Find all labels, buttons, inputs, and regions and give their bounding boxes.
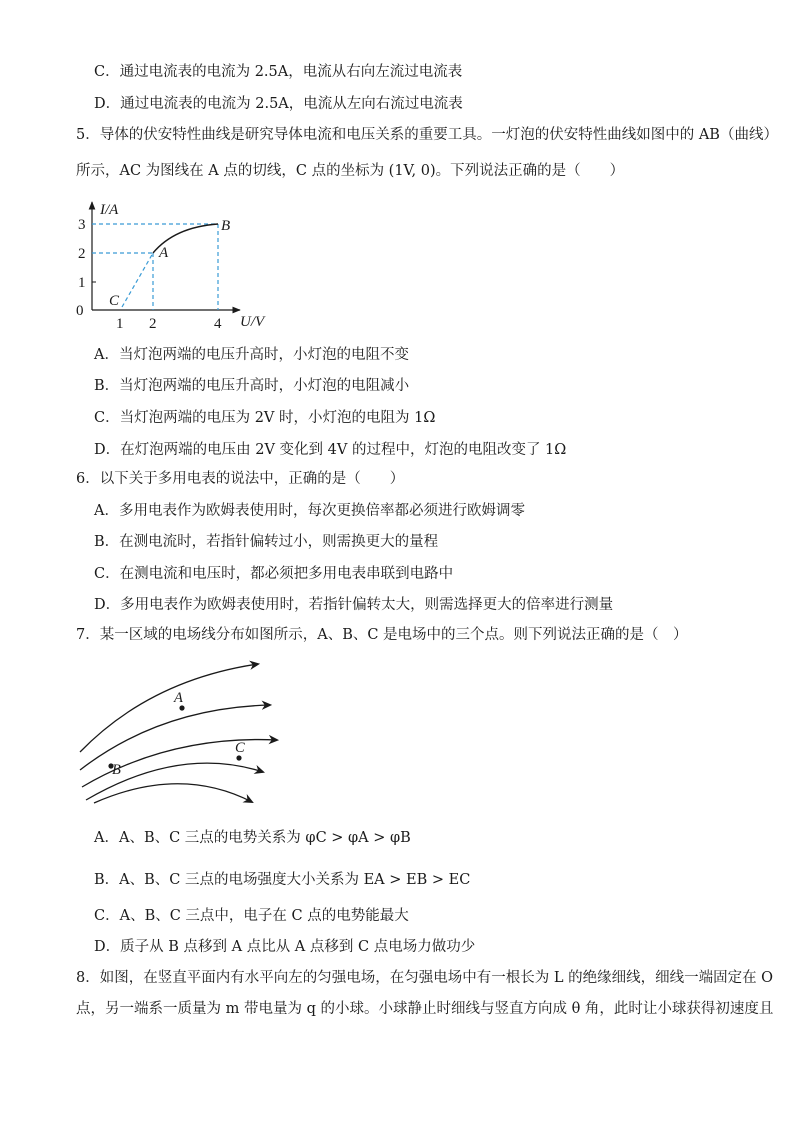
field-line-5: [94, 784, 252, 803]
origin-label: 0: [76, 303, 84, 319]
y-tick-1: 1: [78, 275, 86, 291]
y-tick-3: 3: [78, 217, 86, 233]
field-point-a-label: A: [174, 690, 183, 706]
q4-option-c: C．通过电流表的电流为 2.5A，电流从右向左流过电流表: [94, 64, 463, 80]
q5-stem-line2: 所示，AC 为图线在 A 点的切线，C 点的坐标为 (1V, 0)。下列说法正确的是（ ）: [76, 163, 625, 179]
q5-stem-line1: 5．导体的伏安特性曲线是研究导体电流和电压关系的重要工具。一灯泡的伏安特性曲线如图中的 AB（曲线）: [76, 127, 778, 143]
q8-stem-line2: 点，另一端系一质量为 m 带电量为 q 的小球。小球静止时细线与竖直方向成 θ 角，此时让小球获得初速度且: [76, 1001, 774, 1017]
point-b-label: B: [221, 218, 231, 234]
x-tick-1: 1: [116, 316, 124, 332]
q6-stem: 6．以下关于多用电表的说法中，正确的是（ ）: [76, 471, 405, 487]
field-point-c-label: C: [235, 740, 245, 756]
q8-stem-line1: 8．如图，在竖直平面内有水平向左的匀强电场，在匀强电场中有一根长为 L 的绝缘细线，细线一端固定在 O: [76, 970, 774, 986]
y-axis-label: I/A: [100, 202, 119, 218]
x-tick-4: 4: [214, 316, 222, 332]
q6-option-c: C．在测电流和电压时，都必须把多用电表串联到电路中: [94, 566, 454, 582]
q5-option-c: C．当灯泡两端的电压为 2V 时，小灯泡的电阻为 1Ω: [94, 410, 436, 426]
q7-option-c: C．A、B、C 三点中，电子在 C 点的电势能最大: [94, 908, 409, 924]
point-a-label: A: [159, 245, 169, 261]
q6-option-b: B．在测电流时，若指针偏转过小，则需换更大的量程: [94, 534, 439, 550]
q4-option-d: D．通过电流表的电流为 2.5A，电流从左向右流过电流表: [94, 96, 463, 112]
q7-stem: 7．某一区域的电场线分布如图所示，A、B、C 是电场中的三个点。则下列说法正确的是（ ）: [76, 627, 688, 643]
y-tick-2: 2: [78, 246, 86, 262]
x-tick-2: 2: [149, 316, 157, 332]
q7-option-d: D．质子从 B 点移到 A 点比从 A 点移到 C 点电场力做功少: [94, 939, 476, 955]
q5-option-a: A．当灯泡两端的电压升高时，小灯泡的电阻不变: [94, 347, 409, 363]
q7-option-b: B．A、B、C 三点的电场强度大小关系为 EA > EB > EC: [94, 872, 471, 888]
q6-option-d: D．多用电表作为欧姆表使用时，若指针偏转太大，则需选择更大的倍率进行测量: [94, 597, 614, 613]
q5-option-d: D．在灯泡两端的电压由 2V 变化到 4V 的过程中，灯泡的电阻改变了 1Ω: [94, 442, 567, 458]
q5-option-b: B．当灯泡两端的电压升高时，小灯泡的电阻减小: [94, 378, 410, 394]
field-point-b-label: B: [112, 762, 121, 778]
point-c-label: C: [109, 293, 120, 309]
q7-option-a: A．A、B、C 三点的电势关系为 φC > φA > φB: [94, 830, 411, 846]
x-axis-label: U/V: [240, 314, 265, 330]
q6-option-a: A．多用电表作为欧姆表使用时，每次更换倍率都必须进行欧姆调零: [94, 503, 525, 519]
